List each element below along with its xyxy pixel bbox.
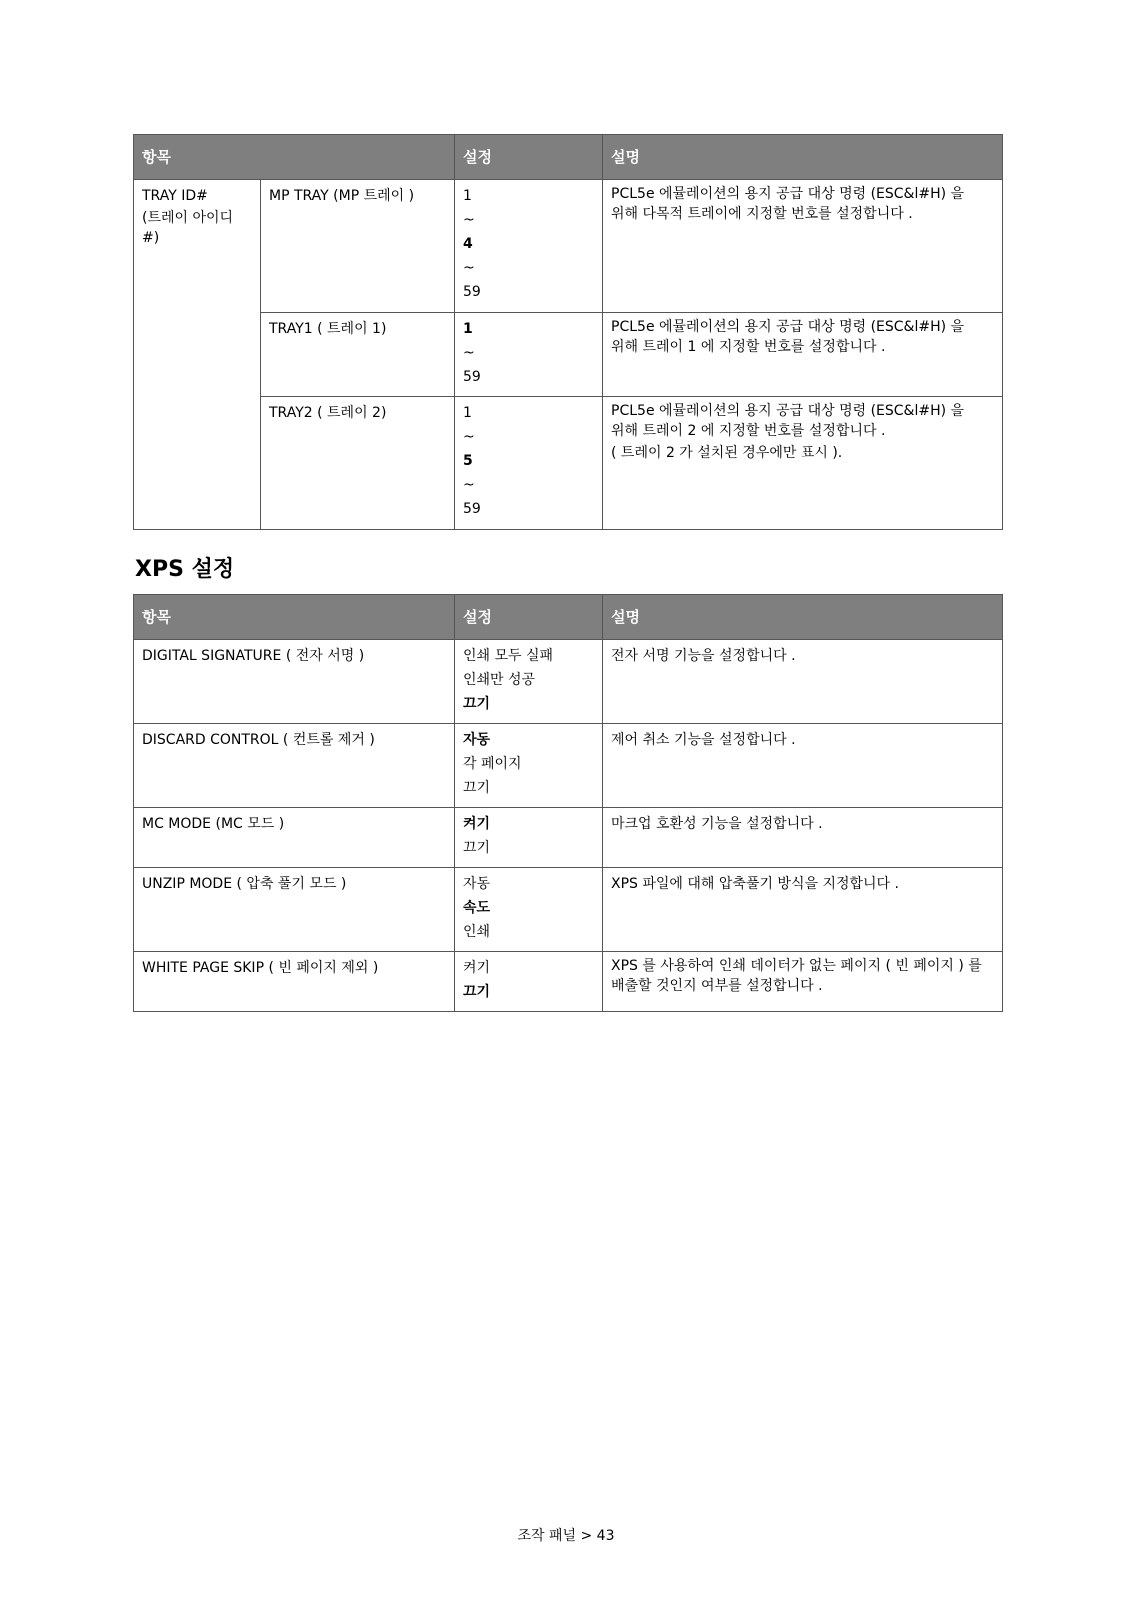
header-setting: 설정 <box>455 595 603 640</box>
item-cell: UNZIP MODE ( 압축 풀기 모드 ) <box>134 868 455 952</box>
item-cell: TRAY1 ( 트레이 1) <box>261 313 455 397</box>
setting-value: 켜기 <box>463 960 491 976</box>
item-cell: DISCARD CONTROL ( 컨트롤 제거 ) <box>134 724 455 808</box>
setting-value-default: 5 <box>463 453 473 469</box>
table-row <box>134 808 1003 868</box>
table-row <box>134 397 1003 530</box>
table-row <box>134 724 1003 808</box>
description-line: 위해 다목적 트레이에 지정할 번호를 설정합니다 . <box>611 206 913 222</box>
description-line: PCL5e 에뮬레이션의 용지 공급 대상 명령 (ESC&l#H) 을 <box>611 186 965 202</box>
tray-id-label <box>134 180 261 530</box>
setting-value: ~ <box>463 477 475 493</box>
setting-value-default: 자동 <box>463 732 491 748</box>
tray-id-table <box>133 134 1003 530</box>
description-line: 제어 취소 기능을 설정합니다 . <box>611 732 796 748</box>
setting-value: 59 <box>463 369 481 385</box>
setting-value: 끄기 <box>463 840 491 856</box>
table-row <box>134 640 1003 724</box>
description-cell <box>603 724 1003 808</box>
setting-value: ~ <box>463 429 475 445</box>
setting-value: 1 <box>463 405 472 421</box>
description-cell <box>603 313 1003 397</box>
setting-value: 인쇄 <box>463 924 491 940</box>
description-line: 위해 트레이 2 에 지정할 번호를 설정합니다 . <box>611 423 886 439</box>
description-line: PCL5e 에뮬레이션의 용지 공급 대상 명령 (ESC&l#H) 을 <box>611 319 965 335</box>
setting-value-default: 속도 <box>463 900 491 916</box>
header-setting: 설정 <box>455 135 603 180</box>
description-cell <box>603 952 1003 1012</box>
setting-value: 인쇄 모두 실패 <box>463 648 554 664</box>
setting-value: 각 페이지 <box>463 756 522 772</box>
setting-value: 끄기 <box>463 780 491 796</box>
setting-value-default: 끄기 <box>463 984 491 1000</box>
table-header-row <box>134 595 1003 640</box>
setting-cell <box>455 724 603 808</box>
setting-value: 자동 <box>463 876 491 892</box>
description-line: XPS 를 사용하여 인쇄 데이터가 없는 페이지 ( 빈 페이지 ) 를 <box>611 958 982 974</box>
setting-value: 59 <box>463 284 481 300</box>
table-header-row <box>134 135 1003 180</box>
description-line: ( 트레이 2 가 설치된 경우에만 표시 ). <box>611 445 843 461</box>
setting-cell <box>455 868 603 952</box>
setting-value: 인쇄만 성공 <box>463 672 536 688</box>
header-description: 설명 <box>603 135 1003 180</box>
setting-value: 59 <box>463 501 481 517</box>
setting-value-default: 1 <box>463 321 473 337</box>
header-description: 설명 <box>603 595 1003 640</box>
xps-settings-table <box>133 594 1003 1012</box>
description-cell <box>603 180 1003 313</box>
setting-cell <box>455 640 603 724</box>
description-cell <box>603 397 1003 530</box>
header-item: 항목 <box>134 135 455 180</box>
description-line: 전자 서명 기능을 설정합니다 . <box>611 648 796 664</box>
setting-value: ~ <box>463 260 475 276</box>
description-cell <box>603 808 1003 868</box>
tray-id-label-line2: (트레이 아이디 #) <box>142 210 234 246</box>
setting-cell <box>455 313 603 397</box>
description-line: XPS 파일에 대해 압축풀기 방식을 지정합니다 . <box>611 876 899 892</box>
page-footer: 조작 패널 > 43 <box>517 1528 615 1544</box>
item-cell: WHITE PAGE SKIP ( 빈 페이지 제외 ) <box>134 952 455 1012</box>
item-cell: MC MODE (MC 모드 ) <box>134 808 455 868</box>
setting-value-default: 끄기 <box>463 696 491 712</box>
description-line: 위해 트레이 1 에 지정할 번호를 설정합니다 . <box>611 339 886 355</box>
setting-value-default: 4 <box>463 236 473 252</box>
tray-id-label-line1: TRAY ID# <box>142 188 208 204</box>
description-cell <box>603 640 1003 724</box>
header-item: 항목 <box>134 595 455 640</box>
section-title: XPS 설정 <box>135 557 235 582</box>
setting-cell <box>455 952 603 1012</box>
setting-value: ~ <box>463 212 475 228</box>
description-line: PCL5e 에뮬레이션의 용지 공급 대상 명령 (ESC&l#H) 을 <box>611 403 965 419</box>
table-row <box>134 180 1003 313</box>
item-cell: MP TRAY (MP 트레이 ) <box>261 180 455 313</box>
table-row <box>134 868 1003 952</box>
description-cell <box>603 868 1003 952</box>
setting-cell <box>455 397 603 530</box>
setting-cell <box>455 180 603 313</box>
setting-value: ~ <box>463 345 475 361</box>
setting-cell <box>455 808 603 868</box>
table-row <box>134 952 1003 1012</box>
table-row <box>134 313 1003 397</box>
setting-value: 1 <box>463 188 472 204</box>
setting-value-default: 켜기 <box>463 816 491 832</box>
item-cell: DIGITAL SIGNATURE ( 전자 서명 ) <box>134 640 455 724</box>
item-cell: TRAY2 ( 트레이 2) <box>261 397 455 530</box>
description-line: 마크업 호환성 기능을 설정합니다 . <box>611 816 823 832</box>
description-line: 배출할 것인지 여부를 설정합니다 . <box>611 978 823 994</box>
